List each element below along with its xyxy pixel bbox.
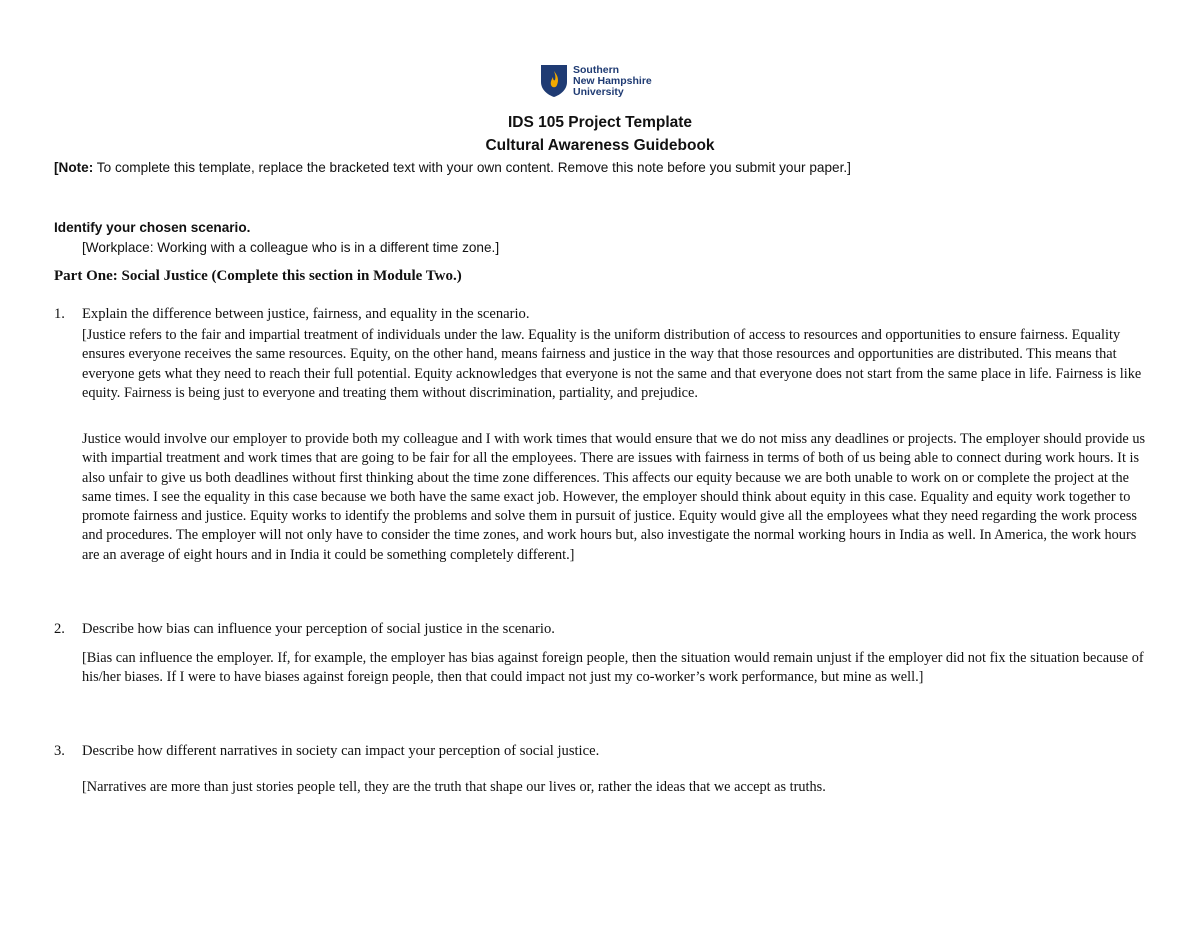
note-label: Note:: [58, 160, 94, 175]
question-2-prompt: Describe how bias can influence your perception of social justice in the scenario.: [82, 621, 555, 637]
document-title: IDS 105 Project Template: [507, 114, 693, 131]
question-1-answer-1: [Justice refers to the fair and impartial treatment of individuals under the law. Equality is the uniform distribution of access to resources and opportunities to ensure fairness. Equality ensures everyone receives the same resources. Equity, on the other hand, means fairness and justice in the way that those resources and opportunities are distributed. This means that everyone gets what they need to reach their full potential. Equity acknowledges that everyone is not the same and that everyone does not start from the same place in life. Fairness is like equity. Fairness is being just to everyone and treating them without discrimination, partiality, and prejudice.: [82, 327, 1142, 401]
question-1-answer-2: Justice would involve our employer to provide both my colleague and I with work times that would ensure that we do not miss any deadlines or projects. The employer should provide us with impartial treatment and work times that are going to be fair for all the employees. There are issues with fairness in terms of both of us being able to connect during work hours. It is also unfair to give us both deadlines without first thinking about the time zone differences. This affects our equity because we are both unable to work on or complete the project at the same times. I see the equality in this case because we both have the same exact job. However, the employer should think about equity in this case. Equality and equity work together to promote fairness and justice. Equity works to identify the problems and solve them in pursuit of justice. Equity would give all the employees what they need regarding the work process and procedures. The employer will not only have to consider the time zones, and work hours but, also investigate the normal working hours in India as well. In America, the work hours are an average of eight hours and in India it could be something completely different.]: [82, 431, 1146, 563]
question-1: [54, 306, 530, 323]
scenario-open-bracket: [: [82, 240, 86, 255]
scenario-value: [82, 240, 499, 255]
shield-flame-icon: [540, 64, 568, 98]
logo-wordmark: [573, 65, 652, 98]
question-3: [54, 743, 599, 760]
question-1-number: 1.: [54, 306, 65, 322]
scenario-heading: Identify your chosen scenario.: [54, 220, 251, 235]
document-subtitle: Cultural Awareness Guidebook: [485, 137, 715, 154]
question-2: [54, 621, 555, 638]
scenario-text: Working with a colleague who is in a different time zone.]: [153, 240, 500, 255]
logo-line-2: New Hampshire: [573, 75, 652, 87]
snhu-logo: [540, 64, 670, 104]
logo-line-3: University: [573, 86, 624, 98]
question-2-number: 2.: [54, 621, 65, 637]
logo-line-1: Southern: [573, 64, 620, 76]
part-one-heading: Part One: Social Justice (Complete this section in Module Two.): [54, 268, 462, 284]
note-text: To complete this template, replace the bracketed text with your own content. Remove this note before you submit your paper.]: [93, 160, 851, 175]
question-3-prompt: Describe how different narratives in society can impact your perception of social justice.: [82, 743, 600, 759]
note-open-bracket: [: [54, 160, 59, 175]
question-3-answer-1: [Narratives are more than just stories people tell, they are the truth that shape our lives or, rather the ideas that we accept as truths.: [82, 779, 826, 795]
scenario-label: Workplace:: [85, 240, 154, 255]
template-note: [54, 160, 851, 175]
question-2-answer-1: [Bias can influence the employer. If, for example, the employer has bias against foreign people, then the situation would remain unjust if the employer did not fix the situation because of his/her biases. If I were to have biases against foreign people, then that could impact not just my co-worker’s work performance, but mine as well.]: [82, 650, 1144, 686]
question-1-prompt: Explain the difference between justice, fairness, and equality in the scenario.: [82, 306, 530, 322]
question-3-number: 3.: [54, 743, 65, 759]
